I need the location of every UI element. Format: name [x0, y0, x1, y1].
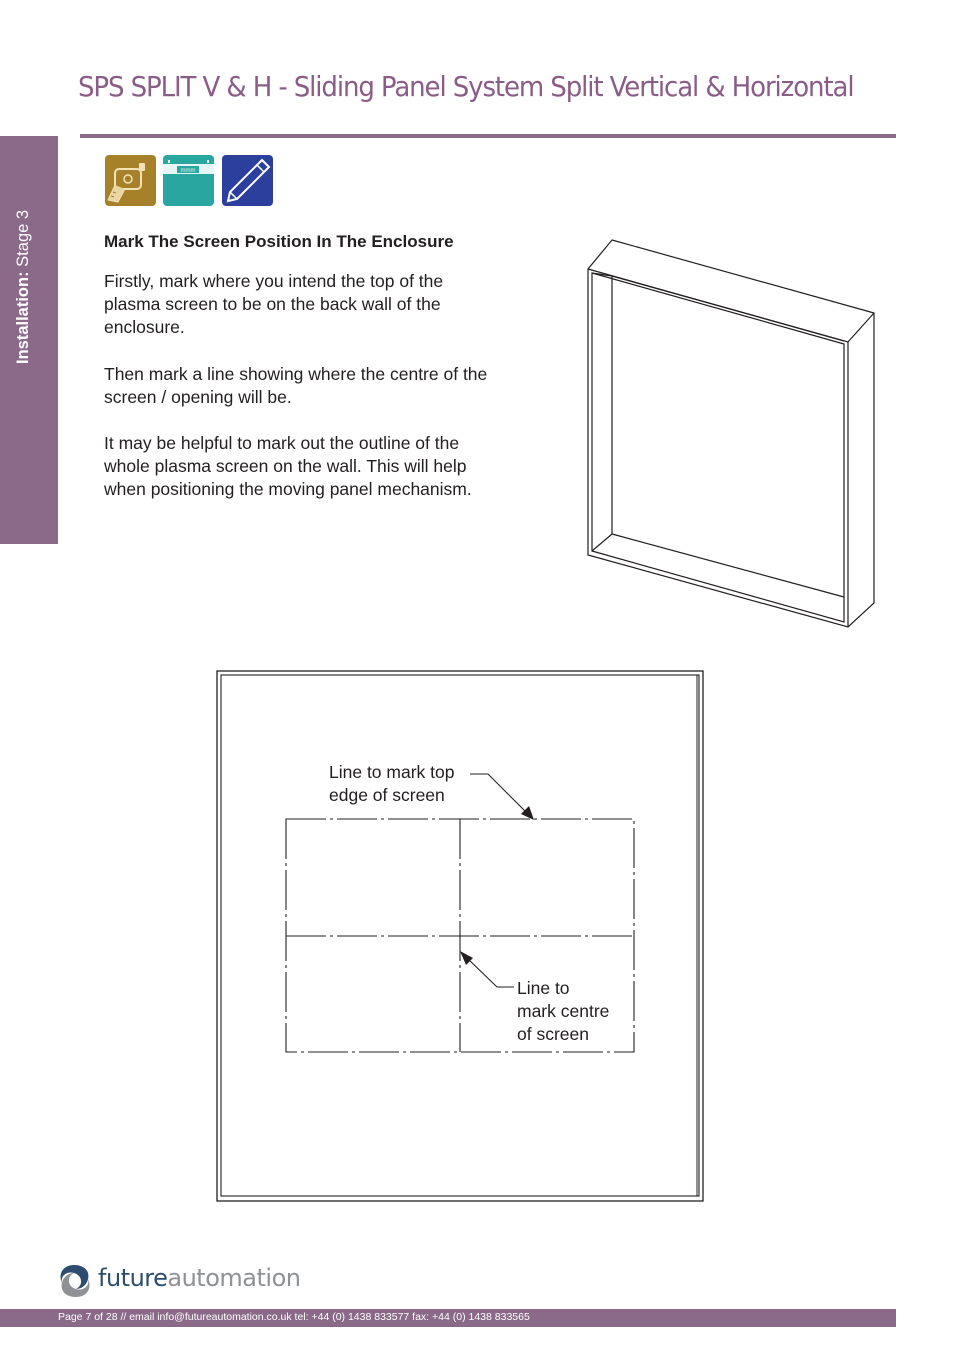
centre-callout-line-3: of screen — [517, 1024, 589, 1044]
instruction-paragraph-3: It may be helpful to mark out the outline of the whole plasma screen on the wall. This will help when positioning the moving panel mechanism. — [104, 433, 472, 499]
centre-callout — [517, 977, 609, 1046]
centre-callout-line-1: Line to — [517, 978, 570, 998]
top-edge-callout-line-2: edge of screen — [329, 785, 445, 805]
centre-callout-line-2: mark centre — [517, 1001, 610, 1021]
logo-wordmark-automation: automation — [167, 1264, 301, 1292]
centre-leader-line — [466, 957, 514, 987]
logo-wordmark-future: future — [98, 1264, 168, 1292]
footer-contact-text: Page 7 of 28 // email info@futureautomation.co.uk tel: +44 (0) 1438 833577 fax: +44 (0) 1438 833565 — [58, 1311, 530, 1323]
logo-wordmark — [98, 1264, 300, 1292]
side-tab-label-stage: Stage 3 — [14, 209, 32, 272]
section-heading: Mark The Screen Position In The Enclosure — [104, 232, 454, 251]
top-edge-leader-line — [470, 774, 528, 814]
top-edge-callout-line-1: Line to mark top — [329, 762, 455, 782]
top-edge-arrowhead — [521, 806, 534, 820]
instruction-paragraph-2: Then mark a line showing where the centre of the screen / opening will be. — [104, 364, 488, 407]
centre-arrowhead — [460, 951, 473, 965]
future-automation-logo-icon — [56, 1263, 94, 1299]
side-tab-label-bold: Installation: — [14, 271, 32, 364]
top-edge-callout — [329, 761, 454, 807]
instruction-paragraph-1: Firstly, mark where you intend the top of the plasma screen to be on the back wall of the enclosure. — [104, 271, 444, 337]
spirit-level-text: mmm — [180, 168, 196, 174]
page-title: SPS SPLIT V & H - Sliding Panel System Split Vertical & Horizontal — [78, 70, 854, 103]
